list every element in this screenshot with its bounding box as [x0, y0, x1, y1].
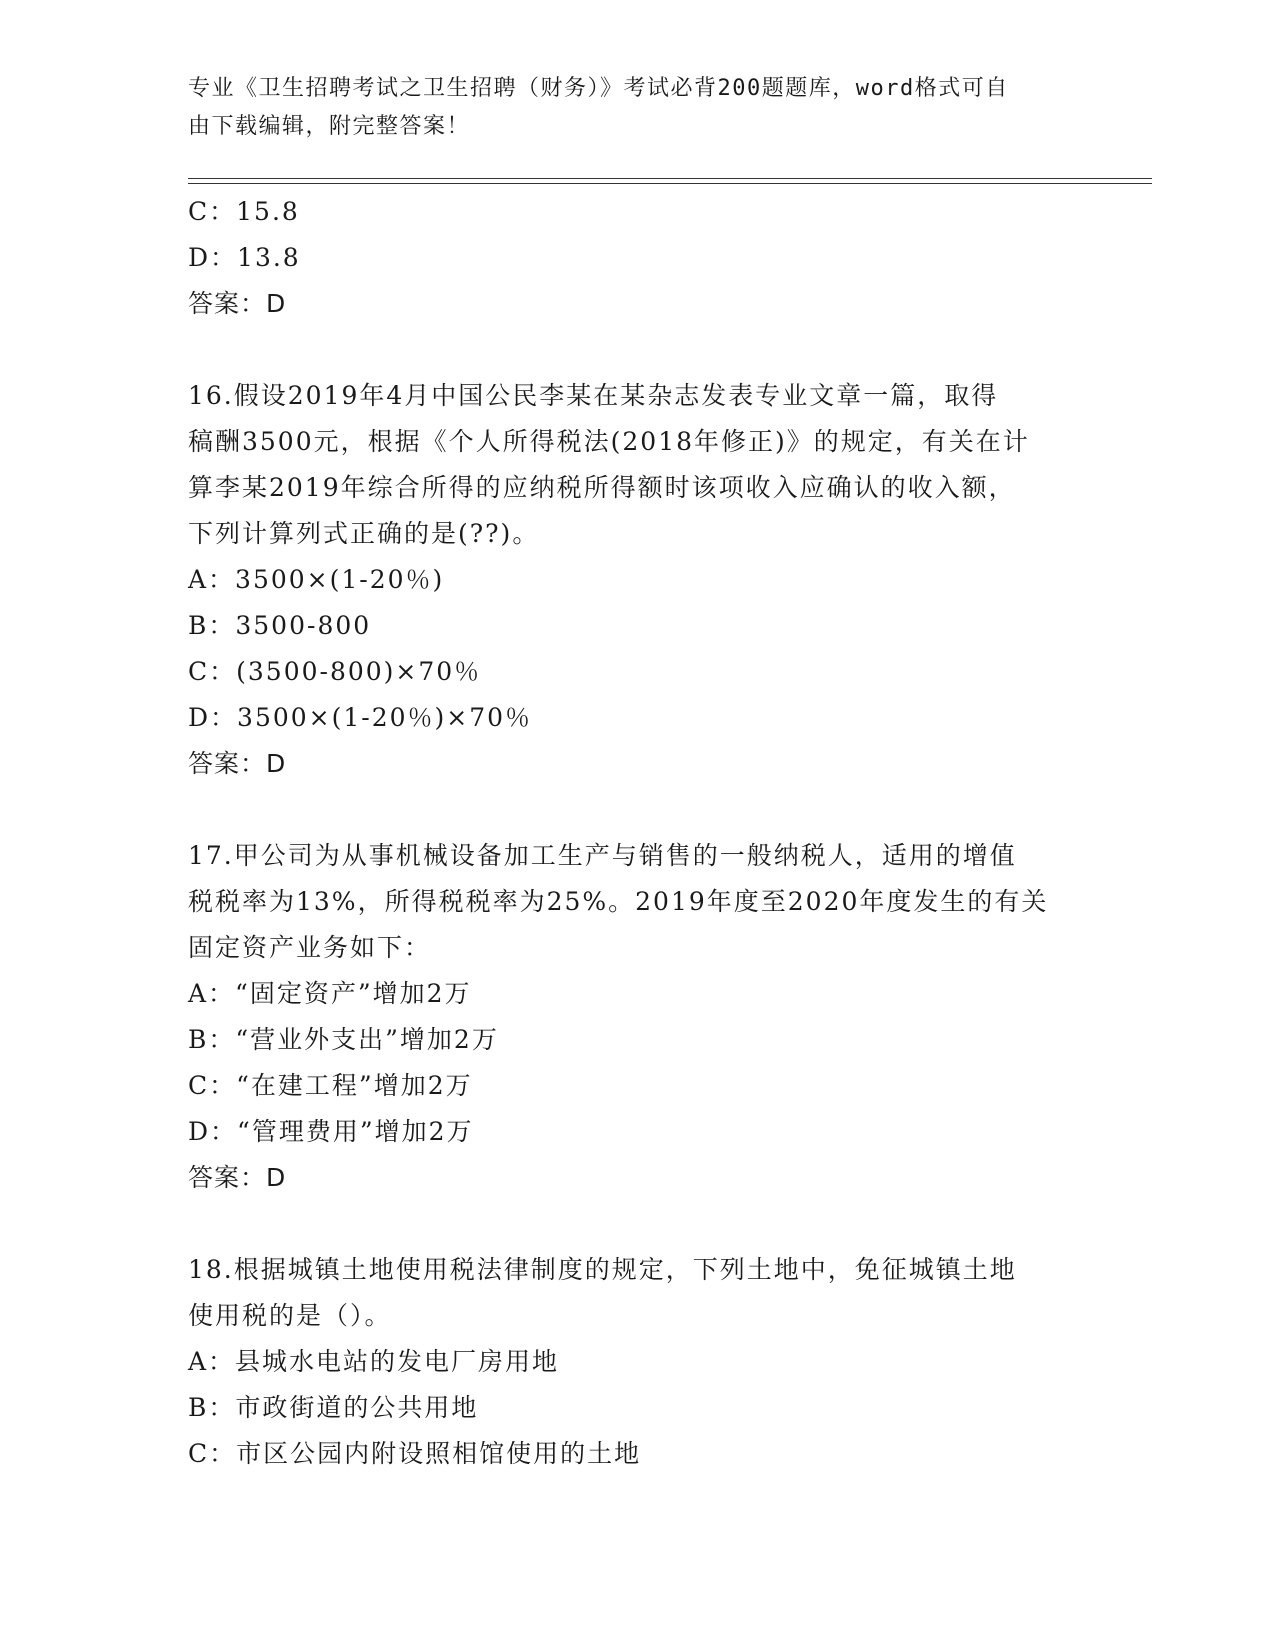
question-stem-line: 17.甲公司为从事机械设备加工生产与销售的一般纳税人，适用的增值	[188, 841, 1017, 870]
option-a: A：“固定资产”增加2万	[188, 979, 472, 1008]
question-stem-line: 使用税的是（）。	[188, 1301, 392, 1330]
option-d: D：3500×(1-20％)×70％	[188, 703, 533, 732]
header-divider-top	[188, 178, 1152, 179]
answer-line: 答案：D	[188, 289, 287, 318]
question-stem-line: 18.根据城镇土地使用税法律制度的规定，下列土地中，免征城镇土地	[188, 1255, 1017, 1284]
option-b: B：“营业外支出”增加2万	[188, 1025, 499, 1054]
question-16	[188, 373, 1088, 787]
option-c: C：“在建工程”增加2万	[188, 1071, 473, 1100]
option-a: A：县城水电站的发电厂房用地	[188, 1347, 560, 1376]
option-d: D：13.8	[188, 243, 301, 272]
prev-question-block	[188, 189, 1088, 327]
question-17	[188, 833, 1088, 1201]
option-a: A：3500×(1-20％)	[188, 565, 445, 594]
option-c: C：(3500-800)×70％	[188, 657, 482, 686]
question-stem-line: 固定资产业务如下：	[188, 933, 432, 962]
document-body	[188, 189, 1088, 1477]
question-stem-line: 算李某2019年综合所得的应纳税所得额时该项收入应确认的收入额，	[188, 473, 1016, 502]
answer-line: 答案：D	[188, 749, 287, 778]
header-divider-bottom	[188, 183, 1152, 184]
option-d: D：“管理费用”增加2万	[188, 1117, 474, 1146]
option-c: C：15.8	[188, 197, 300, 226]
question-18	[188, 1247, 1088, 1477]
option-b: B：市政街道的公共用地	[188, 1393, 479, 1422]
document-header	[188, 70, 1088, 146]
answer-line: 答案：D	[188, 1163, 287, 1192]
header-line-2: 由下载编辑，附完整答案！	[188, 114, 471, 139]
question-stem-line: 16.假设2019年4月中国公民李某在某杂志发表专业文章一篇，取得	[188, 381, 999, 410]
question-stem-line: 税税率为13%，所得税税率为25%。2019年度至2020年度发生的有关	[188, 887, 1049, 916]
question-stem-line: 稿酬3500元，根据《个人所得税法(2018年修正)》的规定，有关在计	[188, 427, 1030, 456]
question-stem-line: 下列计算列式正确的是(??)。	[188, 519, 540, 548]
option-b: B：3500-800	[188, 611, 372, 640]
option-c: C：市区公园内附设照相馆使用的土地	[188, 1439, 642, 1468]
header-line-1: 专业《卫生招聘考试之卫生招聘（财务）》考试必背200题题库，word格式可自	[188, 76, 1009, 101]
